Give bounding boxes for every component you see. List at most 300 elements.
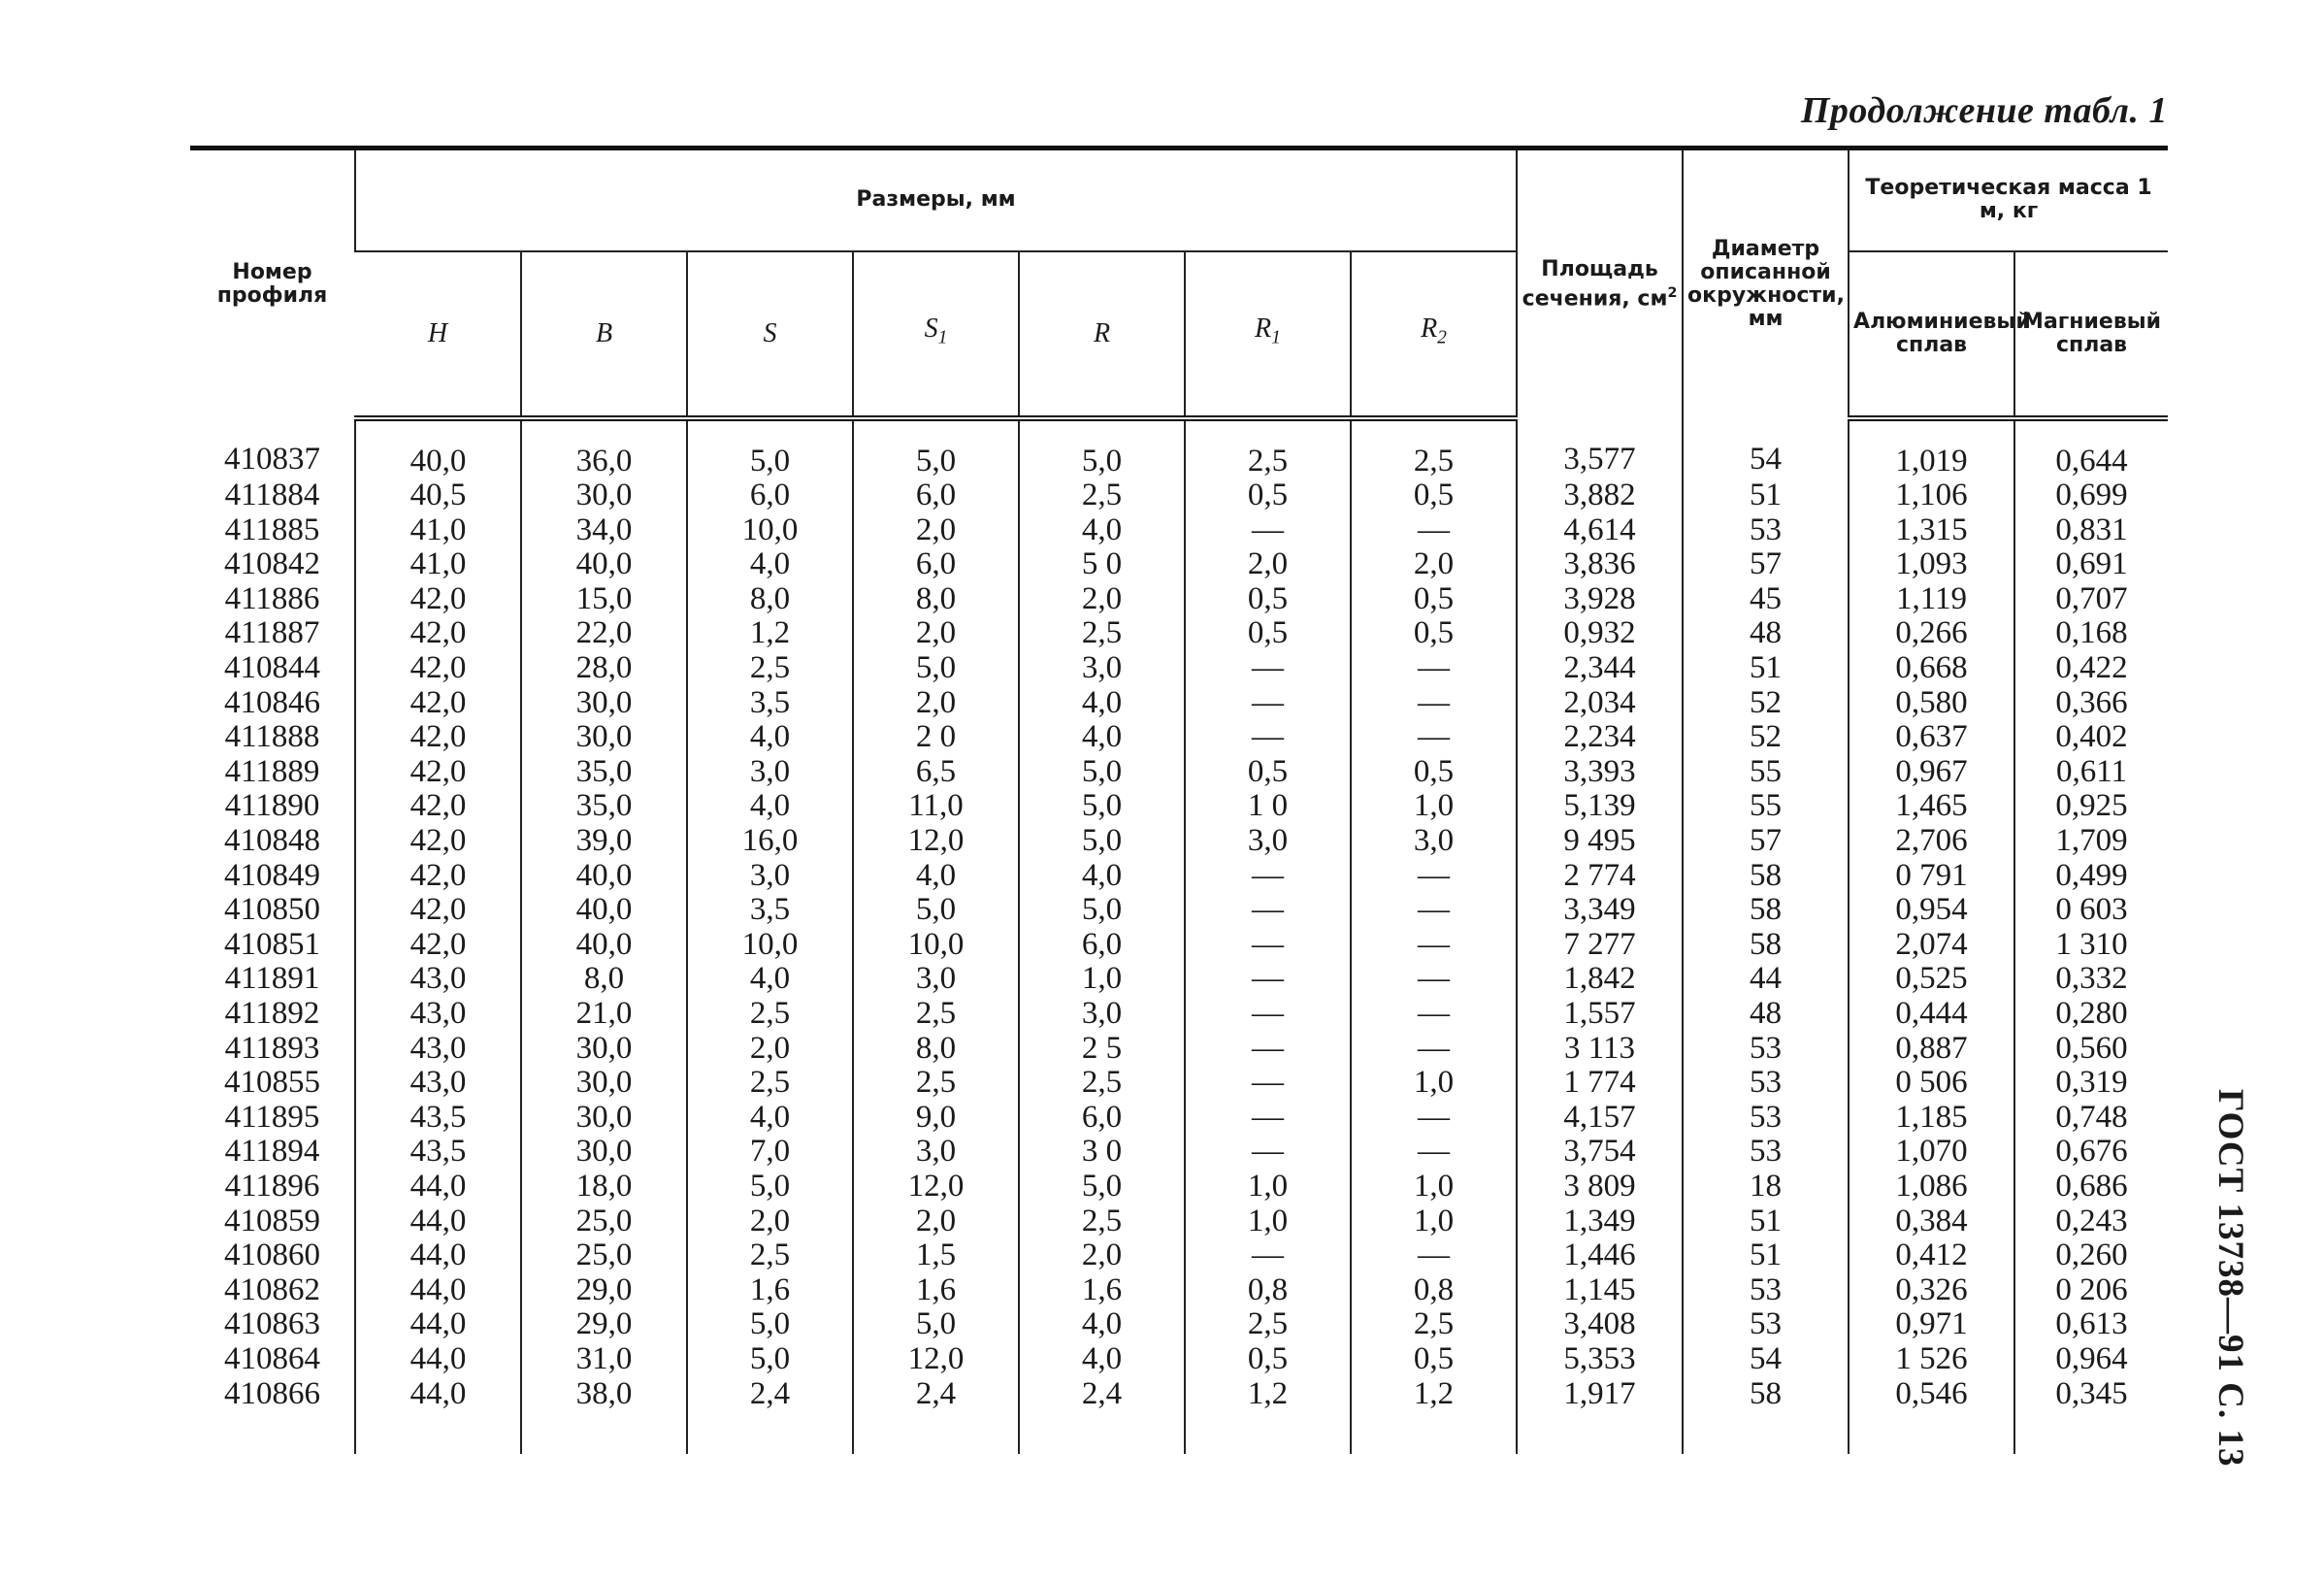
cell-diameter: 55 bbox=[1683, 789, 1849, 824]
table-row bbox=[190, 962, 2168, 997]
cell-R2: 2,5 bbox=[1351, 1307, 1517, 1342]
cell-mass-magnesium: 0,676 bbox=[2014, 1135, 2168, 1170]
cell-S: 2,0 bbox=[687, 1204, 853, 1239]
cell-profile-number: 410859 bbox=[224, 1203, 320, 1238]
cell-R1: — bbox=[1185, 1066, 1351, 1101]
cell-B: 30,0 bbox=[521, 686, 687, 721]
cell-S1: 2,0 bbox=[853, 1204, 1019, 1239]
cell-R: 2,0 bbox=[1019, 1238, 1185, 1273]
cell-H: 44,0 bbox=[355, 1377, 521, 1455]
cell-profile-number: 411892 bbox=[224, 996, 320, 1031]
cell-R: 5 0 bbox=[1019, 547, 1185, 582]
cell-H: 44,0 bbox=[355, 1238, 521, 1273]
table-row bbox=[190, 1066, 2168, 1101]
cell-H: 43,0 bbox=[355, 997, 521, 1032]
cell-mass-aluminum: 0 791 bbox=[1849, 859, 2014, 894]
cell-profile-number: 410837 bbox=[224, 442, 320, 477]
table-row bbox=[190, 1238, 2168, 1273]
cell-mass-aluminum: 0,954 bbox=[1849, 893, 2014, 928]
cell-profile-number: 411889 bbox=[224, 753, 320, 789]
cell-R1: 0,5 bbox=[1185, 755, 1351, 790]
cell-H: 42,0 bbox=[355, 789, 521, 824]
header-R1: $R_1$ bbox=[1185, 251, 1351, 418]
cell-area: 3,408 bbox=[1517, 1307, 1683, 1342]
cell-R: 1,6 bbox=[1019, 1273, 1185, 1308]
cell-B: 25,0 bbox=[521, 1204, 687, 1239]
cell-mass-magnesium: 0,925 bbox=[2014, 789, 2168, 824]
table-row bbox=[190, 1170, 2168, 1204]
cell-area: 3 809 bbox=[1517, 1170, 1683, 1204]
cell-diameter: 53 bbox=[1683, 1307, 1849, 1342]
table-row bbox=[190, 928, 2168, 963]
cell-mass-aluminum: 1,070 bbox=[1849, 1135, 2014, 1170]
cell-mass-aluminum: 2,074 bbox=[1849, 928, 2014, 963]
cell-B: 30,0 bbox=[521, 1032, 687, 1067]
table-row bbox=[190, 755, 2168, 790]
cell-profile-number: 410850 bbox=[224, 892, 320, 928]
cell-B: 30,0 bbox=[521, 1101, 687, 1136]
table-row bbox=[190, 582, 2168, 617]
cell-mass-magnesium: 0,644 bbox=[2014, 418, 2168, 479]
cell-profile-number: 410842 bbox=[224, 546, 320, 582]
cell-mass-aluminum: 0,967 bbox=[1849, 755, 2014, 790]
cell-B: 22,0 bbox=[521, 616, 687, 651]
table-row bbox=[190, 686, 2168, 721]
table-row bbox=[190, 1342, 2168, 1377]
table-row bbox=[190, 478, 2168, 513]
cell-S: 5,0 bbox=[687, 1342, 853, 1377]
cell-profile-number: 410849 bbox=[224, 857, 320, 893]
cell-mass-magnesium: 0,366 bbox=[2014, 686, 2168, 721]
cell-B: 38,0 bbox=[521, 1377, 687, 1455]
cell-R: 2 5 bbox=[1019, 1032, 1185, 1067]
header-magnesium-alloy: Магниевый сплав bbox=[2014, 251, 2168, 418]
cell-area: 3,577 bbox=[1517, 418, 1683, 479]
header-area: Площадь сечения, $см^2$ bbox=[1517, 148, 1683, 418]
cell-area: 9 495 bbox=[1517, 824, 1683, 859]
cell-R2: 0,5 bbox=[1351, 582, 1517, 617]
cell-R2: — bbox=[1351, 513, 1517, 548]
cell-diameter: 51 bbox=[1683, 1204, 1849, 1239]
cell-area: 2 774 bbox=[1517, 859, 1683, 894]
cell-H: 42,0 bbox=[355, 928, 521, 963]
cell-R: 4,0 bbox=[1019, 1307, 1185, 1342]
cell-S1: 4,0 bbox=[853, 859, 1019, 894]
cell-R: 5,0 bbox=[1019, 418, 1185, 479]
cell-S: 4,0 bbox=[687, 962, 853, 997]
cell-mass-aluminum: 1,086 bbox=[1849, 1170, 2014, 1204]
cell-mass-aluminum: 2,706 bbox=[1849, 824, 2014, 859]
cell-mass-magnesium: 0,613 bbox=[2014, 1307, 2168, 1342]
cell-B: 40,0 bbox=[521, 859, 687, 894]
cell-area: 0,932 bbox=[1517, 616, 1683, 651]
cell-S1: 5,0 bbox=[853, 893, 1019, 928]
table-row bbox=[190, 1101, 2168, 1136]
cell-diameter: 54 bbox=[1683, 418, 1849, 479]
cell-S: 3,5 bbox=[687, 893, 853, 928]
cell-profile-number: 411895 bbox=[224, 1099, 320, 1135]
cell-mass-magnesium: 0,168 bbox=[2014, 616, 2168, 651]
cell-area: 5,139 bbox=[1517, 789, 1683, 824]
cell-mass-aluminum: 0,637 bbox=[1849, 720, 2014, 755]
table-row bbox=[190, 651, 2168, 686]
cell-S1: 6,5 bbox=[853, 755, 1019, 790]
cell-diameter: 52 bbox=[1683, 720, 1849, 755]
cell-H: 42,0 bbox=[355, 720, 521, 755]
cell-H: 43,0 bbox=[355, 1032, 521, 1067]
cell-B: 36,0 bbox=[521, 418, 687, 479]
cell-S: 3,5 bbox=[687, 686, 853, 721]
cell-S: 2,5 bbox=[687, 651, 853, 686]
cell-B: 40,0 bbox=[521, 928, 687, 963]
cell-S: 2,4 bbox=[687, 1377, 853, 1455]
cell-H: 40,0 bbox=[355, 418, 521, 479]
cell-R1: — bbox=[1185, 893, 1351, 928]
cell-mass-magnesium: 0,611 bbox=[2014, 755, 2168, 790]
cell-B: 18,0 bbox=[521, 1170, 687, 1204]
cell-diameter: 57 bbox=[1683, 547, 1849, 582]
cell-R2: — bbox=[1351, 651, 1517, 686]
cell-R2: 3,0 bbox=[1351, 824, 1517, 859]
cell-mass-magnesium: 1 310 bbox=[2014, 928, 2168, 963]
cell-R2: 0,8 bbox=[1351, 1273, 1517, 1308]
cell-R: 4,0 bbox=[1019, 686, 1185, 721]
cell-R: 3 0 bbox=[1019, 1135, 1185, 1170]
cell-diameter: 58 bbox=[1683, 859, 1849, 894]
cell-B: 28,0 bbox=[521, 651, 687, 686]
cell-R: 5,0 bbox=[1019, 824, 1185, 859]
cell-diameter: 53 bbox=[1683, 1032, 1849, 1067]
cell-S1: 6,0 bbox=[853, 547, 1019, 582]
table-row bbox=[190, 1135, 2168, 1170]
cell-B: 35,0 bbox=[521, 755, 687, 790]
cell-diameter: 51 bbox=[1683, 478, 1849, 513]
cell-mass-aluminum: 0,580 bbox=[1849, 686, 2014, 721]
cell-R2: — bbox=[1351, 928, 1517, 963]
cell-R: 1,0 bbox=[1019, 962, 1185, 997]
cell-profile-number: 411885 bbox=[224, 512, 320, 547]
cell-B: 34,0 bbox=[521, 513, 687, 548]
cell-S: 1,2 bbox=[687, 616, 853, 651]
cell-S: 5,0 bbox=[687, 1170, 853, 1204]
cell-B: 31,0 bbox=[521, 1342, 687, 1377]
cell-R: 5,0 bbox=[1019, 755, 1185, 790]
cell-R: 2,5 bbox=[1019, 478, 1185, 513]
table-row bbox=[190, 1204, 2168, 1239]
cell-R1: 2,0 bbox=[1185, 547, 1351, 582]
cell-R2: — bbox=[1351, 686, 1517, 721]
cell-S1: 10,0 bbox=[853, 928, 1019, 963]
cell-area: 1 774 bbox=[1517, 1066, 1683, 1101]
cell-B: 30,0 bbox=[521, 720, 687, 755]
cell-S1: 3,0 bbox=[853, 962, 1019, 997]
cell-diameter: 48 bbox=[1683, 997, 1849, 1032]
cell-diameter: 44 bbox=[1683, 962, 1849, 997]
header-H: H bbox=[355, 251, 521, 418]
cell-diameter: 45 bbox=[1683, 582, 1849, 617]
cell-mass-magnesium: 0,243 bbox=[2014, 1204, 2168, 1239]
table-row bbox=[190, 997, 2168, 1032]
cell-diameter: 53 bbox=[1683, 1101, 1849, 1136]
cell-R: 5,0 bbox=[1019, 893, 1185, 928]
table-row bbox=[190, 893, 2168, 928]
cell-R: 6,0 bbox=[1019, 1101, 1185, 1136]
cell-R1: — bbox=[1185, 962, 1351, 997]
cell-R2: — bbox=[1351, 1032, 1517, 1067]
cell-R: 5,0 bbox=[1019, 789, 1185, 824]
cell-R: 4,0 bbox=[1019, 859, 1185, 894]
cell-R1: 0,5 bbox=[1185, 616, 1351, 651]
cell-diameter: 53 bbox=[1683, 1273, 1849, 1308]
cell-S: 2,0 bbox=[687, 1032, 853, 1067]
cell-mass-magnesium: 0,260 bbox=[2014, 1238, 2168, 1273]
cell-R1: 3,0 bbox=[1185, 824, 1351, 859]
cell-R1: — bbox=[1185, 513, 1351, 548]
cell-R1: — bbox=[1185, 1032, 1351, 1067]
cell-mass-aluminum: 0,971 bbox=[1849, 1307, 2014, 1342]
table-row bbox=[190, 1273, 2168, 1308]
cell-mass-aluminum: 1,185 bbox=[1849, 1101, 2014, 1136]
cell-mass-magnesium: 0,345 bbox=[2014, 1377, 2168, 1455]
cell-S1: 6,0 bbox=[853, 478, 1019, 513]
table-row bbox=[190, 824, 2168, 859]
cell-mass-magnesium: 1,709 bbox=[2014, 824, 2168, 859]
cell-R1: — bbox=[1185, 928, 1351, 963]
cell-S: 5,0 bbox=[687, 418, 853, 479]
cell-profile-number: 411887 bbox=[224, 615, 320, 651]
cell-R2: 2,0 bbox=[1351, 547, 1517, 582]
cell-mass-aluminum: 0,444 bbox=[1849, 997, 2014, 1032]
cell-profile-number: 410844 bbox=[224, 650, 320, 686]
cell-diameter: 18 bbox=[1683, 1170, 1849, 1204]
cell-H: 42,0 bbox=[355, 651, 521, 686]
cell-mass-aluminum: 1,315 bbox=[1849, 513, 2014, 548]
cell-area: 3,393 bbox=[1517, 755, 1683, 790]
cell-H: 44,0 bbox=[355, 1204, 521, 1239]
cell-S1: 2,5 bbox=[853, 997, 1019, 1032]
cell-B: 35,0 bbox=[521, 789, 687, 824]
cell-S: 3,0 bbox=[687, 755, 853, 790]
cell-profile-number: 411894 bbox=[224, 1134, 320, 1170]
cell-S: 1,6 bbox=[687, 1273, 853, 1308]
cell-mass-aluminum: 0,326 bbox=[1849, 1273, 2014, 1308]
cell-mass-magnesium: 0,748 bbox=[2014, 1101, 2168, 1136]
cell-diameter: 55 bbox=[1683, 755, 1849, 790]
cell-R1: — bbox=[1185, 1135, 1351, 1170]
cell-area: 2,234 bbox=[1517, 720, 1683, 755]
cell-S: 5,0 bbox=[687, 1307, 853, 1342]
cell-R2: — bbox=[1351, 997, 1517, 1032]
cell-S: 4,0 bbox=[687, 720, 853, 755]
cell-R: 4,0 bbox=[1019, 720, 1185, 755]
cell-R1: 0,5 bbox=[1185, 582, 1351, 617]
cell-mass-aluminum: 1,093 bbox=[1849, 547, 2014, 582]
cell-R1: — bbox=[1185, 720, 1351, 755]
cell-mass-aluminum: 0,525 bbox=[1849, 962, 2014, 997]
cell-R1: 0,5 bbox=[1185, 1342, 1351, 1377]
cell-area: 1,557 bbox=[1517, 997, 1683, 1032]
cell-area: 4,157 bbox=[1517, 1101, 1683, 1136]
cell-R2: 0,5 bbox=[1351, 1342, 1517, 1377]
cell-S: 4,0 bbox=[687, 547, 853, 582]
cell-profile-number: 410855 bbox=[224, 1065, 320, 1101]
cell-mass-magnesium: 0,319 bbox=[2014, 1066, 2168, 1101]
cell-S1: 2,0 bbox=[853, 616, 1019, 651]
header-theoretical-mass: Теоретическая масса 1 м, кг bbox=[1849, 148, 2168, 251]
cell-R: 2,0 bbox=[1019, 582, 1185, 617]
cell-diameter: 54 bbox=[1683, 1342, 1849, 1377]
cell-S1: 2 0 bbox=[853, 720, 1019, 755]
cell-H: 42,0 bbox=[355, 859, 521, 894]
cell-S: 2,5 bbox=[687, 1066, 853, 1101]
cell-S1: 2,0 bbox=[853, 686, 1019, 721]
cell-R1: — bbox=[1185, 651, 1351, 686]
header-diameter: Диаметр описанной окружности, мм bbox=[1683, 148, 1849, 418]
cell-profile-number: 410862 bbox=[224, 1271, 320, 1307]
cell-S1: 12,0 bbox=[853, 824, 1019, 859]
cell-R1: 0,8 bbox=[1185, 1273, 1351, 1308]
cell-mass-magnesium: 0 603 bbox=[2014, 893, 2168, 928]
cell-mass-aluminum: 1,465 bbox=[1849, 789, 2014, 824]
cell-R2: 1,0 bbox=[1351, 1066, 1517, 1101]
cell-S1: 1,5 bbox=[853, 1238, 1019, 1273]
cell-H: 41,0 bbox=[355, 547, 521, 582]
cell-H: 44,0 bbox=[355, 1342, 521, 1377]
cell-B: 15,0 bbox=[521, 582, 687, 617]
cell-S: 16,0 bbox=[687, 824, 853, 859]
cell-R2: 1,0 bbox=[1351, 1170, 1517, 1204]
cell-R1: — bbox=[1185, 859, 1351, 894]
table-row bbox=[190, 720, 2168, 755]
cell-R: 2,5 bbox=[1019, 1066, 1185, 1101]
table-row bbox=[190, 859, 2168, 894]
cell-R2: — bbox=[1351, 1135, 1517, 1170]
cell-S: 2,5 bbox=[687, 1238, 853, 1273]
cell-mass-aluminum: 0,266 bbox=[1849, 616, 2014, 651]
cell-R: 2,5 bbox=[1019, 1204, 1185, 1239]
cell-R2: 1,0 bbox=[1351, 1204, 1517, 1239]
cell-profile-number: 411891 bbox=[224, 961, 320, 997]
table-continuation-caption: Продолжение табл. 1 bbox=[1800, 90, 2168, 131]
cell-B: 40,0 bbox=[521, 893, 687, 928]
cell-profile-number: 411893 bbox=[224, 1030, 320, 1066]
cell-mass-magnesium: 0,280 bbox=[2014, 997, 2168, 1032]
cell-area: 1,349 bbox=[1517, 1204, 1683, 1239]
cell-mass-aluminum: 0,412 bbox=[1849, 1238, 2014, 1273]
cell-mass-magnesium: 0,686 bbox=[2014, 1170, 2168, 1204]
cell-B: 30,0 bbox=[521, 1066, 687, 1101]
cell-B: 39,0 bbox=[521, 824, 687, 859]
cell-S1: 5,0 bbox=[853, 418, 1019, 479]
cell-B: 29,0 bbox=[521, 1273, 687, 1308]
cell-R2: 0,5 bbox=[1351, 616, 1517, 651]
cell-area: 1,145 bbox=[1517, 1273, 1683, 1308]
table-body bbox=[190, 418, 2168, 1455]
header-B: B bbox=[521, 251, 687, 418]
cell-S: 3,0 bbox=[687, 859, 853, 894]
cell-area: 3,349 bbox=[1517, 893, 1683, 928]
table-row bbox=[190, 1377, 2168, 1455]
cell-R2: — bbox=[1351, 1101, 1517, 1136]
cell-R2: — bbox=[1351, 893, 1517, 928]
cell-R1: 2,5 bbox=[1185, 1307, 1351, 1342]
header-aluminum-alloy: Алюминиевый сплав bbox=[1849, 251, 2014, 418]
cell-H: 42,0 bbox=[355, 616, 521, 651]
cell-H: 44,0 bbox=[355, 1170, 521, 1204]
cell-area: 2,344 bbox=[1517, 651, 1683, 686]
cell-S: 10,0 bbox=[687, 928, 853, 963]
cell-diameter: 58 bbox=[1683, 1377, 1849, 1455]
profile-dimensions-table bbox=[190, 146, 2168, 1454]
table-row bbox=[190, 789, 2168, 824]
cell-B: 29,0 bbox=[521, 1307, 687, 1342]
header-R2: $R_2$ bbox=[1351, 251, 1517, 418]
cell-S1: 2,0 bbox=[853, 513, 1019, 548]
cell-profile-number: 410866 bbox=[224, 1375, 320, 1411]
cell-area: 5,353 bbox=[1517, 1342, 1683, 1377]
cell-diameter: 51 bbox=[1683, 651, 1849, 686]
cell-profile-number: 411886 bbox=[224, 580, 320, 616]
cell-R: 4,0 bbox=[1019, 513, 1185, 548]
cell-R: 2,4 bbox=[1019, 1377, 1185, 1455]
cell-mass-magnesium: 0 206 bbox=[2014, 1273, 2168, 1308]
cell-R2: — bbox=[1351, 962, 1517, 997]
cell-H: 43,5 bbox=[355, 1101, 521, 1136]
cell-S1: 2,4 bbox=[853, 1377, 1019, 1455]
cell-R2: — bbox=[1351, 720, 1517, 755]
cell-mass-magnesium: 0,560 bbox=[2014, 1032, 2168, 1067]
cell-H: 40,5 bbox=[355, 478, 521, 513]
cell-R: 2,5 bbox=[1019, 616, 1185, 651]
cell-area: 7 277 bbox=[1517, 928, 1683, 963]
cell-S1: 9,0 bbox=[853, 1101, 1019, 1136]
cell-R2: 0,5 bbox=[1351, 478, 1517, 513]
cell-diameter: 58 bbox=[1683, 928, 1849, 963]
cell-R2: 1,2 bbox=[1351, 1377, 1517, 1455]
cell-profile-number: 411896 bbox=[224, 1168, 320, 1204]
cell-R: 5,0 bbox=[1019, 1170, 1185, 1204]
cell-diameter: 53 bbox=[1683, 1135, 1849, 1170]
cell-mass-aluminum: 0 506 bbox=[1849, 1066, 2014, 1101]
cell-S1: 3,0 bbox=[853, 1135, 1019, 1170]
cell-S: 4,0 bbox=[687, 1101, 853, 1136]
cell-diameter: 57 bbox=[1683, 824, 1849, 859]
cell-area: 3 113 bbox=[1517, 1032, 1683, 1067]
cell-H: 43,5 bbox=[355, 1135, 521, 1170]
cell-area: 2,034 bbox=[1517, 686, 1683, 721]
cell-B: 40,0 bbox=[521, 547, 687, 582]
cell-profile-number: 410848 bbox=[224, 823, 320, 859]
cell-R1: 1 0 bbox=[1185, 789, 1351, 824]
cell-S1: 8,0 bbox=[853, 582, 1019, 617]
cell-R1: — bbox=[1185, 997, 1351, 1032]
cell-S1: 12,0 bbox=[853, 1170, 1019, 1204]
cell-R2: 0,5 bbox=[1351, 755, 1517, 790]
cell-R1: 0,5 bbox=[1185, 478, 1351, 513]
cell-H: 42,0 bbox=[355, 755, 521, 790]
cell-B: 8,0 bbox=[521, 962, 687, 997]
cell-R1: 1,0 bbox=[1185, 1204, 1351, 1239]
cell-S: 7,0 bbox=[687, 1135, 853, 1170]
cell-mass-magnesium: 0,499 bbox=[2014, 859, 2168, 894]
header-R: R bbox=[1019, 251, 1185, 418]
cell-R: 3,0 bbox=[1019, 651, 1185, 686]
cell-S: 2,5 bbox=[687, 997, 853, 1032]
cell-R2: 2,5 bbox=[1351, 418, 1517, 479]
cell-R2: — bbox=[1351, 859, 1517, 894]
standard-page-label: ГОСТ 13738—91 С. 13 bbox=[2210, 1089, 2250, 1468]
cell-R1: — bbox=[1185, 1101, 1351, 1136]
